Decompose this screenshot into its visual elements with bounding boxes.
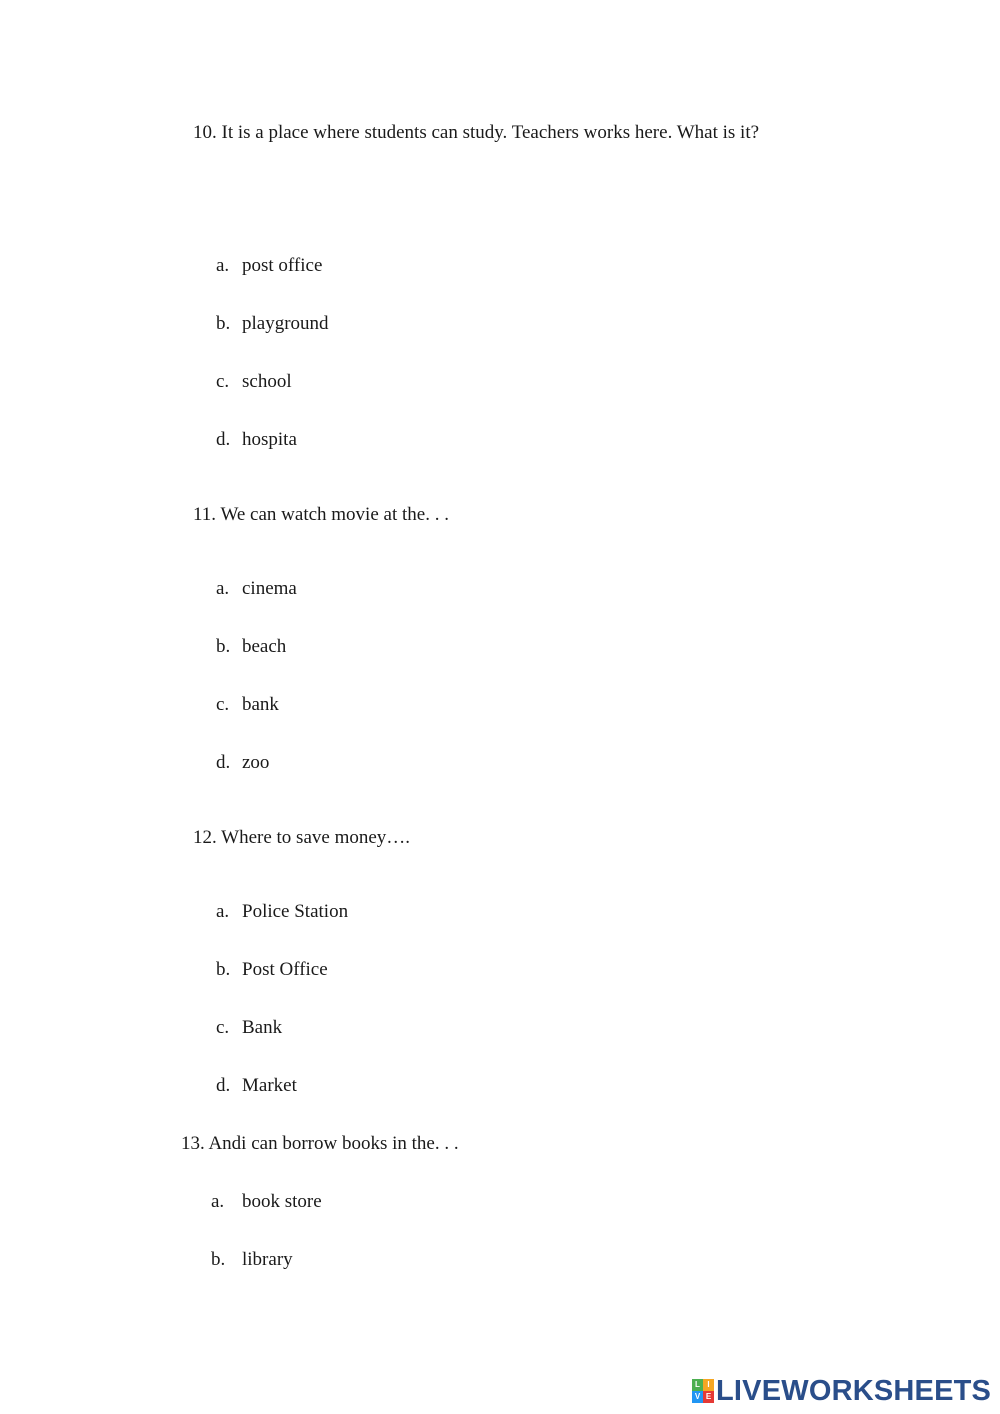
option-text: post office [242, 255, 323, 276]
question-10: 10. It is a place where students can study. Teachers works here. What is it? [193, 122, 760, 143]
option-text: school [242, 371, 292, 392]
option-letter: c. [216, 371, 230, 392]
option-letter: b. [216, 959, 231, 980]
logo-mark-cell: V [692, 1391, 703, 1403]
option-letter: d. [216, 429, 231, 450]
option-text: Post Office [242, 959, 328, 980]
option-text: cinema [242, 578, 297, 599]
option-letter: c. [216, 694, 230, 715]
option-text: book store [242, 1191, 322, 1212]
question-13: 13. Andi can borrow books in the. . . [181, 1133, 459, 1154]
option-letter: b. [211, 1249, 226, 1270]
logo-mark-cell: L [692, 1379, 703, 1391]
liveworksheets-logo [692, 1374, 991, 1408]
option-letter: a. [211, 1191, 225, 1212]
option-letter: d. [216, 1075, 231, 1096]
option-text: Bank [242, 1017, 283, 1038]
option-letter: a. [216, 901, 230, 922]
option-text: library [242, 1249, 293, 1270]
option-text: zoo [242, 752, 270, 773]
question-11: 11. We can watch movie at the. . . [193, 504, 449, 525]
logo-mark-cell: I [703, 1379, 714, 1391]
option-text: Police Station [242, 901, 349, 922]
logo-mark-cell: E [703, 1391, 714, 1403]
option-letter: a. [216, 578, 230, 599]
option-text: beach [242, 636, 287, 657]
option-text: Market [242, 1075, 297, 1096]
option-letter: b. [216, 313, 231, 334]
option-text: hospita [242, 429, 297, 450]
question-12: 12. Where to save money…. [193, 827, 411, 848]
liveworksheets-logo-mark [692, 1379, 714, 1403]
option-text: bank [242, 694, 279, 715]
option-letter: c. [216, 1017, 230, 1038]
option-text: playground [242, 313, 329, 334]
option-letter: a. [216, 255, 230, 276]
option-letter: b. [216, 636, 231, 657]
option-letter: d. [216, 752, 231, 773]
logo-text: LIVEWORKSHEETS [716, 1375, 992, 1407]
